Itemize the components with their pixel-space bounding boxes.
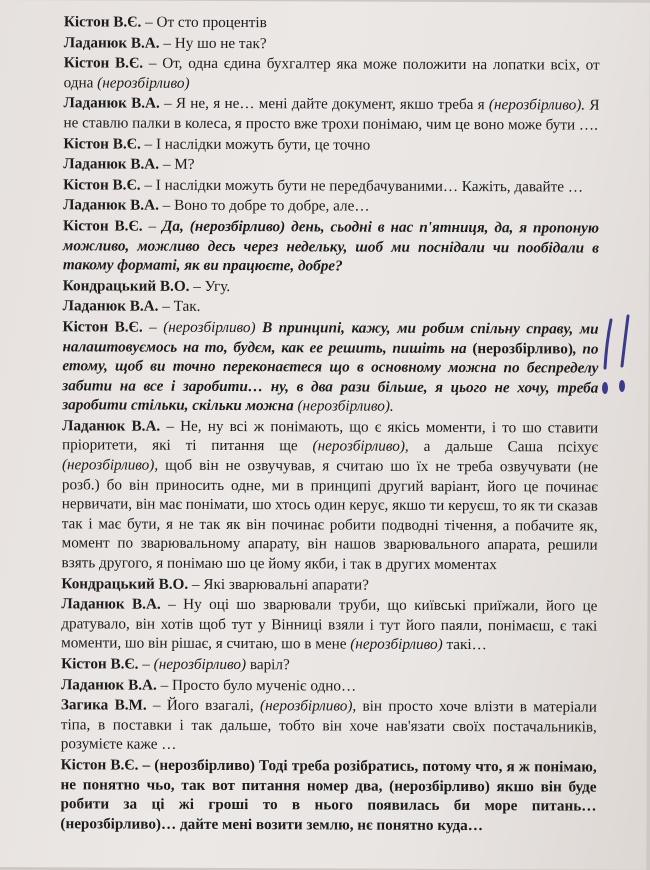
speech-text: – Просто було мученіє одно… [156, 676, 357, 695]
speaker-name: Кістон В.Є. [60, 756, 139, 774]
speech-text: (нерозбірливо). [488, 96, 586, 114]
speech-text: Я не ставлю палки в колеса, я просто вже трохи понімаю, чим це воно може бути …. [63, 96, 600, 134]
speech-text: (нерозбірливо) [153, 655, 247, 674]
transcript-line [62, 317, 598, 417]
speech-text: (нерозбірливо) [163, 318, 256, 337]
speech-text: , щоб він не озвучував, я считаю шо їх не треба озвучувати (не розб.) бо він приносить одне, ми в принципі другий варіант, його це починає нервичати, він має понімати, шо хтось один керує, якшо ти керуєш, то як ти сказав так і має бути, я не так як він починає робити подводні тічення, а побачите як, момент по зварювальному апарату, він нашов зварювального апарата, решили взять другого, я понімаю шо це йому якби, і так в других моментах [61, 456, 599, 574]
speech-text: – Воно то добре то добре, але… [158, 197, 370, 215]
transcript-line [61, 695, 597, 756]
speech-text: – Угу. [189, 277, 231, 295]
transcript-line [63, 297, 599, 319]
speaker-name: Ладанюк В.А. [61, 595, 161, 613]
speech-text: – Які зварювальні апарати? [188, 575, 369, 594]
speaker-name: Кістон В.Є. [63, 134, 141, 153]
speech-text: – Так. [158, 298, 201, 316]
speaker-name: Ладанюк В.А. [63, 33, 160, 52]
transcript-line [64, 33, 600, 55]
speaker-name: Ладанюк В.А. [63, 94, 160, 113]
speech-text: (нерозбірливо) [260, 697, 353, 715]
speech-text: , по етому, щоб ви точно переконаєтеся що в основному можна по беспределу забити на все і заробити… ну, в два рази більше, я цього не хочу, треба заробити стільки, скільки можна [62, 340, 599, 415]
speech-text: варіл? [246, 656, 290, 674]
transcript-line [61, 574, 597, 596]
speech-text: – Його взагалі, [146, 696, 261, 715]
speech-text: такі… [442, 636, 487, 654]
speech-text: (нерозбірливо) [350, 635, 443, 654]
speech-text: – Ну оці шо зварювали труби, що київські приїжали, його це дратувало, він хотів щоб тут у Вінниці взяли і тут його паяли, понімаєш, є такі моменти, шо він рішає, я считаю, шо в мене [61, 595, 598, 653]
transcript-line [63, 175, 599, 197]
speech-text: – І наслідки можуть бути, це точно [140, 135, 371, 154]
speech-text: – [138, 655, 154, 673]
speech-text: , він просто хоче влізти в матеріали тіпа, в поставки і так дальше, тобто він хоче нав'язати своїх постачальників, розумієте каже … [60, 697, 597, 754]
speaker-name: Кістон В.Є. [61, 655, 139, 673]
speech-text: – Я не, я не… мені дайте документ, якшо треба я [159, 95, 489, 114]
transcript-line [61, 594, 597, 655]
speaker-name: Загика В.М. [60, 696, 147, 714]
transcript-line [60, 755, 596, 836]
speech-text: – І наслідки можуть бути не передбачуваними… Кажіть, давайте … [140, 176, 584, 196]
speaker-name: Кондрацький В.О. [62, 276, 190, 295]
transcript-line [63, 134, 599, 156]
speaker-name: Кістон В.Є. [62, 217, 143, 235]
speaker-name: Кондрацький В.О. [61, 574, 189, 593]
speech-text: – Не, ну всі ж понімають, що є якісь моменти, і то шо ставити пріоритети, які ті питання ще [62, 417, 599, 455]
speech-text: (нерозбірливо) [61, 456, 155, 474]
speech-text: – Ну шо не так? [159, 34, 267, 52]
speaker-name: Ладанюк В.А. [62, 297, 159, 316]
transcript-line [61, 675, 597, 697]
speech-text: Да, (нерозбірливо) день, сьодні в нас п'ятниця, да, я пропоную можливо, можливо десь через недельку, шоб ми поснідали чи пообідали в такому форматі, як ви працюєте, добре? [62, 217, 600, 275]
speech-text: (нерозбірливо) [312, 437, 405, 456]
transcript-line [63, 196, 599, 218]
transcript-line [64, 12, 600, 34]
speech-text: – М? [159, 155, 195, 174]
transcript-line [63, 216, 599, 277]
transcript-line [63, 94, 599, 136]
transcript-line [63, 276, 599, 298]
speech-text: , а дальше Саша псіхує [404, 438, 599, 457]
speech-text: – [142, 318, 164, 336]
transcript-line [61, 654, 597, 676]
transcript-line [62, 416, 599, 575]
transcript-line [64, 53, 600, 95]
speaker-name: Кістон В.Є. [63, 54, 144, 72]
speech-text: (нерозбірливо) [97, 74, 190, 92]
speaker-name: Ладанюк В.А. [60, 675, 157, 694]
transcript-line [63, 154, 599, 176]
speaker-name: Ладанюк В.А. [63, 196, 159, 215]
speaker-name: Кістон В.Є. [63, 13, 142, 31]
speaker-name: Кістон В.Є. [62, 318, 143, 336]
speech-text: – От, одна єдина бухгалтер яка може положити на лопатки всіх, от одна [63, 54, 600, 92]
speech-text: – [142, 217, 163, 235]
speech-text: (нерозбірливо). [297, 397, 394, 416]
speaker-name: Кістон В.Є. [63, 176, 141, 194]
speaker-name: Ладанюк В.А. [62, 417, 161, 435]
speech-text: – (нерозбірливо) Тоді треба розібратись, потому что, я ж понімаю, не понятно чьо, так вот питання номер два, (нерозбірливо) якшо він буде робити за ці жі гроші то в нього появилась би море питань… (нерозбірливо)… дайте мені возити землю, нє понятно куда… [60, 756, 597, 834]
speech-text: В принципі, кажу, ми робим спільну справу, ми налаштовуємось на то, будєм, как ее решить, пишіть на [62, 319, 599, 357]
transcript [60, 12, 600, 836]
speech-text: – От сто процентів [141, 13, 267, 32]
speaker-name: Ладанюк В.А. [63, 155, 160, 173]
speech-text: (нерозбірливо) [472, 339, 573, 358]
